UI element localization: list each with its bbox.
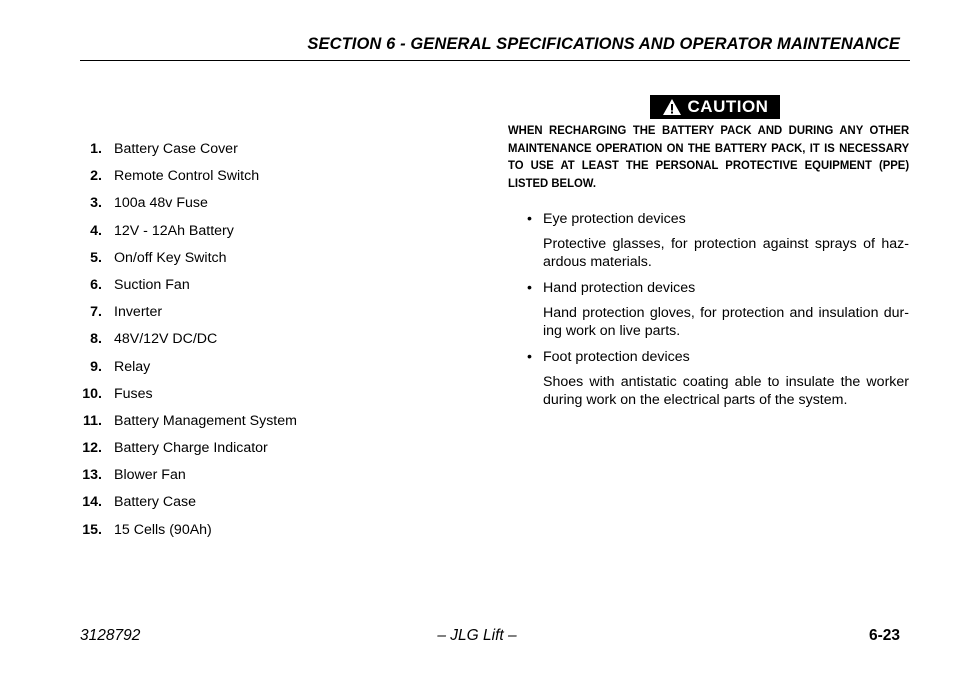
list-item — [527, 279, 909, 340]
bullet: • — [527, 211, 532, 227]
section-title: SECTION 6 - GENERAL SPECIFICATIONS AND OPERATOR MAINTENANCE — [307, 35, 900, 53]
footer-brand: – JLG Lift – — [437, 627, 517, 644]
item-label: 100a 48v Fuse — [114, 195, 208, 212]
item-number: 5. — [90, 249, 102, 266]
caution-text: WHEN RECHARGING THE BATTERY PACK AND DURING ANY OTHER MAINTENANCE OPERATION ON THE BATTERY PACK, IT IS NECESSARY TO USE AT LEAST THE PERSONAL PROTECTIVE EQUIPMENT (PPE) LISTED BELOW. — [508, 123, 910, 191]
list-item — [80, 440, 460, 467]
ppe-title: Foot protection devices — [543, 349, 690, 365]
item-label: Battery Management System — [114, 412, 297, 429]
list-item — [80, 494, 460, 521]
item-number: 1. — [90, 141, 102, 157]
page-number: 6-23 — [868, 627, 900, 644]
list-item — [80, 386, 460, 413]
list-item — [527, 348, 909, 409]
list-item — [80, 195, 460, 222]
item-number: 10. — [82, 385, 102, 402]
warning-triangle-icon — [662, 98, 682, 116]
item-label: 12V - 12Ah Battery — [114, 222, 234, 239]
item-number: 13. — [82, 467, 102, 484]
item-number: 14. — [82, 494, 102, 511]
item-number: 4. — [90, 222, 102, 239]
list-item — [80, 467, 460, 494]
ppe-title: Hand protection devices — [543, 280, 696, 296]
item-label: Relay — [114, 358, 151, 375]
item-number: 7. — [90, 304, 102, 321]
ppe-title: Eye protection devices — [543, 211, 686, 227]
bullet: • — [527, 280, 532, 296]
item-label: Battery Case Cover — [114, 141, 238, 157]
list-item — [80, 413, 460, 440]
item-label: Battery Charge Indicator — [114, 440, 268, 457]
list-item — [80, 522, 460, 549]
list-item — [80, 359, 460, 386]
list-item — [80, 168, 460, 195]
list-item — [80, 331, 460, 358]
list-item — [527, 210, 909, 271]
ppe-description: Protective glasses, for protection against sprays of haz-ardous materials. — [543, 236, 909, 270]
caution-label: CAUTION — [687, 97, 769, 116]
list-item — [80, 141, 460, 168]
item-number: 3. — [90, 195, 102, 212]
item-number: 6. — [90, 276, 102, 293]
list-item — [80, 304, 460, 331]
item-number: 15. — [82, 521, 102, 538]
bullet: • — [527, 349, 532, 365]
list-item — [80, 223, 460, 250]
item-label: On/off Key Switch — [114, 249, 227, 266]
item-number: 2. — [90, 168, 102, 185]
item-label: Suction Fan — [114, 276, 190, 293]
ppe-list — [527, 210, 909, 417]
item-number: 9. — [90, 358, 102, 375]
ppe-description: Shoes with antistatic coating able to insulate the worker during work on the electrical parts of the system. — [543, 374, 909, 408]
list-item — [80, 277, 460, 304]
ppe-description: Hand protection gloves, for protection and insulation dur-ing work on live parts. — [543, 305, 909, 339]
item-number: 11. — [83, 412, 102, 429]
item-number: 8. — [90, 331, 102, 348]
item-label: Remote Control Switch — [114, 168, 260, 185]
header-divider — [80, 60, 910, 61]
item-label: Battery Case — [114, 494, 197, 511]
item-label: Blower Fan — [114, 467, 186, 484]
item-label: Inverter — [114, 304, 163, 321]
item-label: 48V/12V DC/DC — [114, 331, 218, 348]
item-label: Fuses — [114, 385, 153, 402]
doc-number: 3128792 — [80, 627, 141, 644]
item-label: 15 Cells (90Ah) — [114, 521, 212, 538]
caution-banner — [650, 95, 780, 119]
parts-list — [80, 141, 460, 549]
list-item — [80, 250, 460, 277]
item-number: 12. — [82, 440, 102, 457]
